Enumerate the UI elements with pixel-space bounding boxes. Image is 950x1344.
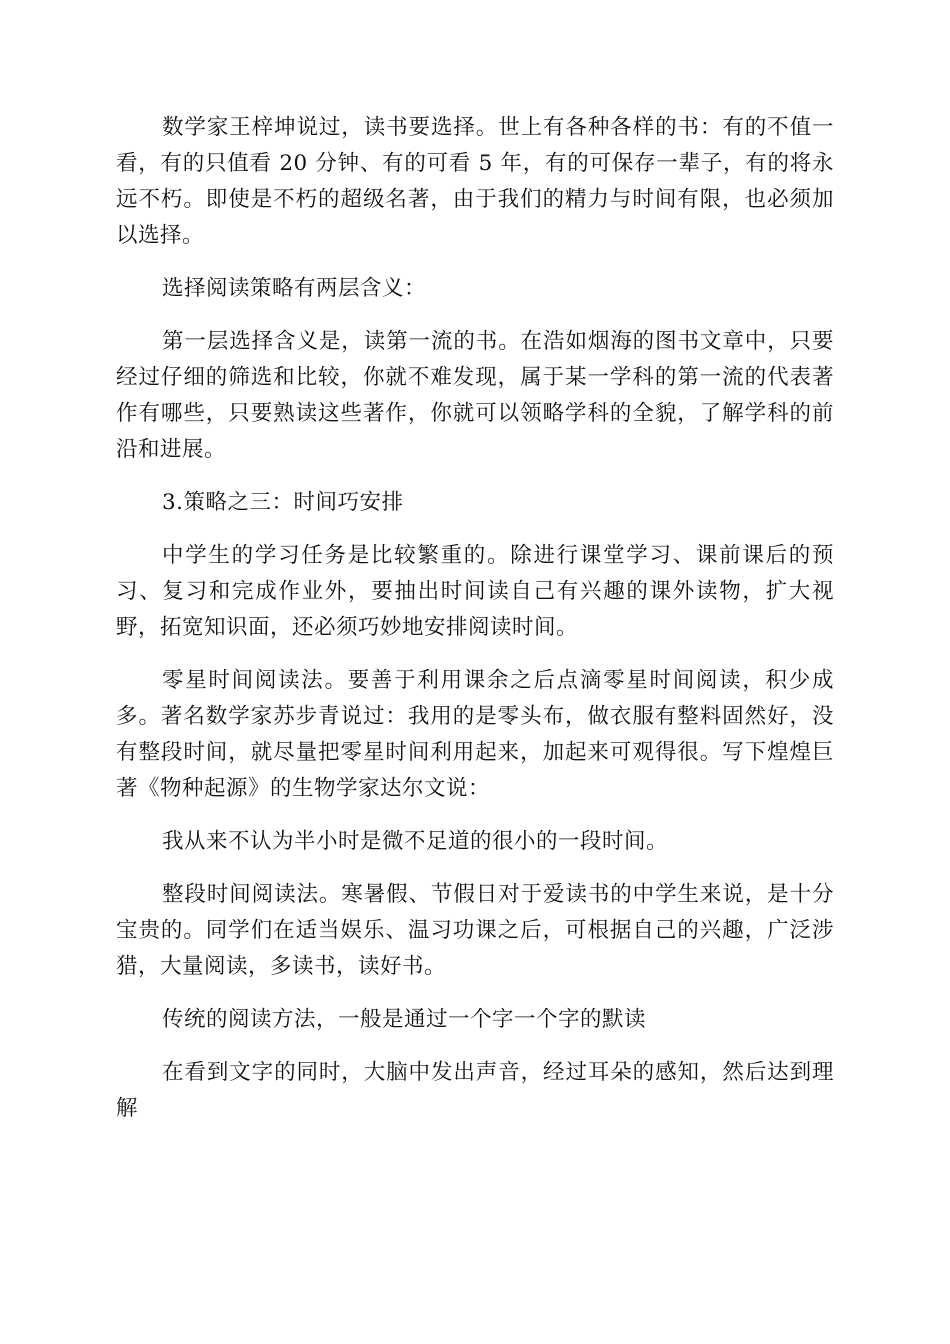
paragraph-10: 在看到文字的同时，大脑中发出声音，经过耳朵的感知，然后达到理解	[116, 1060, 834, 1121]
paragraph-5: 中学生的学习任务是比较繁重的。除进行课堂学习、课前课后的预习、复习和完成作业外，要抽出时间读自己有兴趣的课外读物，扩大视野，拓宽知识面，还必须巧妙地安排阅读时间。	[116, 543, 834, 640]
paragraph-6: 零星时间阅读法。要善于利用课余之后点滴零星时间阅读，积少成多。著名数学家苏步青说过：我用的是零头布，做衣服有整料固然好，没有整段时间，就尽量把零星时间利用起来，加起来可观得很。写下煌煌巨著《物种起源》的生物学家达尔文说：	[116, 668, 834, 801]
paragraph-9: 传统的阅读方法，一般是通过一个字一个字的默读	[162, 1007, 647, 1032]
paragraph-7: 我从来不认为半小时是微不足道的很小的一段时间。	[162, 829, 669, 854]
section-heading: 3.策略之三：时间巧安排	[162, 490, 404, 515]
document-body	[116, 110, 834, 1144]
paragraph-8: 整段时间阅读法。寒暑假、节假日对于爱读书的中学生来说，是十分宝贵的。同学们在适当娱乐、温习功课之后，可根据自己的兴趣，广泛涉猎，大量阅读，多读书，读好书。	[116, 882, 834, 979]
paragraph-3: 第一层选择含义是，读第一流的书。在浩如烟海的图书文章中，只要经过仔细的筛选和比较，你就不难发现，属于某一学科的第一流的代表著作有哪些，只要熟读这些著作，你就可以领略学科的全貌，了解学科的前沿和进展。	[116, 329, 834, 462]
paragraph-2: 选择阅读策略有两层含义：	[162, 276, 427, 301]
paragraph-1: 数学家王梓坤说过，读书要选择。世上有各种各样的书：有的不值一看，有的只值看 20 分钟、有的可看 5 年，有的可保存一辈子，有的将永远不朽。即使是不朽的超级名著，由于我们的精力与时间有限，也必须加以选择。	[116, 115, 834, 248]
